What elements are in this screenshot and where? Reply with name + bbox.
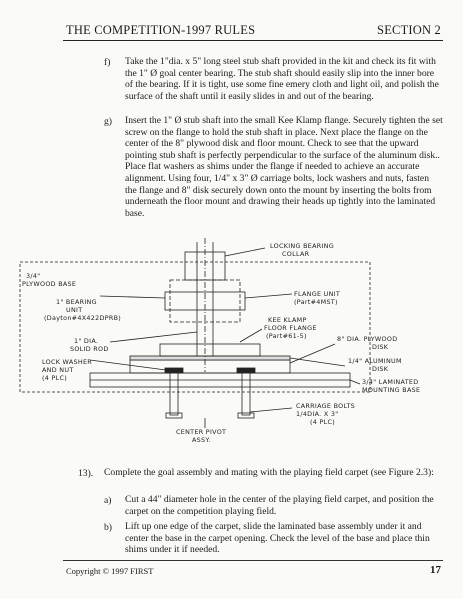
page-number: 17 — [430, 564, 441, 576]
substep-b-marker: b) — [104, 522, 112, 533]
label-aluminum-disk: 1/4" ALUMINUM — [348, 357, 402, 365]
label-mounting-base: MOUNTING BASE — [362, 386, 421, 394]
label-carriage-count: (4 PLC) — [310, 418, 336, 426]
label-carriage-bolts: CARRIAGE BOLTS — [296, 402, 356, 410]
label-solid-rod-dia: 1" DIA. — [74, 337, 99, 345]
label-plywood-disk: 8" DIA. PLYWOOD — [337, 335, 398, 343]
label-lock-nut: AND NUT — [42, 366, 74, 374]
substep-b-paragraph: Lift up one edge of the carpet, slide the laminated base assembly under it and center the base in the carpet opening. Check the level of the base and place thin shims under it if needed. — [125, 521, 430, 556]
step-g-paragraph: Insert the 1" Ø stub shaft into the small Kee Klamp flange. Securely tighten the set screw on the flange to hold the stub shaft in place. Next place the flange on the center of the 8" plywood disk and floor mount. Check to see that the upward pointing stub shaft is perfectly perpendicular to the surface of the aluminum disk.. Place flat washers as shims under the flange if needed to achieve an accurate alignment. Using four, 1/4" x 3" Ø carriage bolts, lock washers and nuts, fasten the flange and 8" disk securely down onto the mount by inserting the bolts from underneath the floor mount and drawing their heads up tightly into the laminated base. — [125, 115, 443, 219]
label-lock-washer: LOCK WASHER — [42, 358, 93, 366]
header-section: SECTION 2 — [377, 23, 441, 37]
label-flange-unit: FLANGE UNIT — [294, 290, 341, 298]
label-carriage-size: 1/4DIA. X 3" — [296, 410, 339, 418]
label-center-pivot: CENTER PIVOT — [176, 428, 227, 436]
header-rule — [63, 40, 443, 41]
label-center-pivot-assy: ASSY. — [192, 436, 211, 444]
substep-a-text — [125, 494, 443, 517]
label-kee-klamp: KEE KLAMP — [268, 316, 307, 324]
label-plywood-disk-2: DISK — [372, 343, 389, 351]
label-laminated: 3/4" LAMINATED — [362, 378, 419, 386]
label-solid-rod: SOLID ROD — [70, 345, 109, 353]
label-plywood-base: PLYWOOD BASE — [22, 280, 77, 288]
step-f-marker: f) — [104, 57, 111, 68]
step-13-paragraph: Complete the goal assembly and mating with the playing field carpet (see Figure 2.3): — [104, 467, 434, 478]
step-f-paragraph: Take the 1"dia. x 5" long steel stub shaft provided in the kit and check its fit with the 1" Ø goal center bearing. The stub shaft should easily slip into the inner bore of the bearing. If it is tight, use some fine emery cloth and light oil, and polish the surface of the shaft until it easily slides in and out of the bearing. — [125, 56, 439, 102]
step-g-text — [125, 115, 443, 219]
step-f-text — [125, 56, 443, 102]
step-13-text — [104, 467, 443, 479]
label-bearing-part: (Dayton#4X422DPRB) — [44, 314, 122, 322]
step-13-number: 13). — [78, 468, 94, 479]
label-collar: COLLAR — [282, 250, 310, 258]
header-title: THE COMPETITION-1997 RULES — [66, 23, 256, 37]
substep-a-marker: a) — [104, 495, 112, 506]
label-bearing-unit: 1" BEARING — [56, 298, 97, 306]
label-lock-count: (4 PLC) — [42, 374, 68, 382]
label-aluminum-disk-2: DISK — [372, 365, 389, 373]
footer-rule — [63, 560, 443, 561]
center-pivot-diagram — [0, 232, 463, 447]
label-locking-bearing: LOCKING BEARING — [270, 242, 335, 250]
step-g-marker: g) — [104, 116, 112, 127]
label-bearing-unit-2: UNIT — [66, 306, 83, 314]
label-plywood-base-size: 3/4" — [26, 272, 41, 280]
substep-b-text — [125, 521, 443, 556]
substep-a-paragraph: Cut a 44" diameter hole in the center of the playing field carpet, and position the carpet on the competition playing field. — [125, 494, 434, 517]
label-floor-flange: FLOOR FLANGE — [264, 324, 317, 332]
label-kee-part: (Part#61-5) — [266, 332, 307, 340]
label-flange-part: (Part#4MST) — [294, 298, 338, 306]
footer-copyright: Copyright © 1997 FIRST — [66, 566, 154, 576]
